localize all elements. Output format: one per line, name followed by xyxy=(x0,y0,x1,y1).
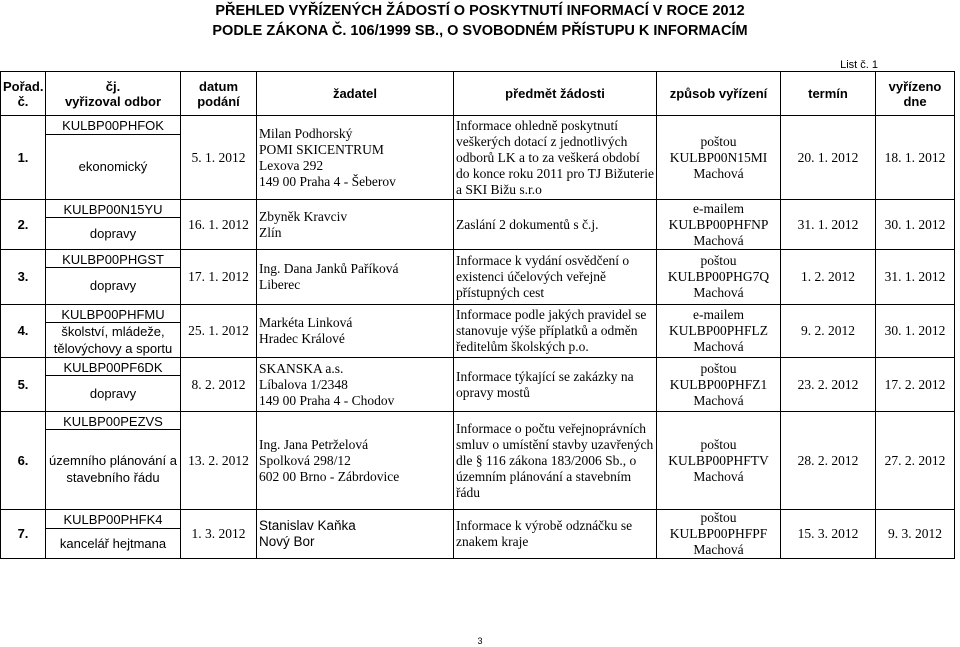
zadatel-line: Lexova 292 xyxy=(259,157,324,173)
request-subject: Informace týkající se zakázky na opravy mostů xyxy=(454,358,657,412)
zpusob-line: Machová xyxy=(693,285,744,300)
cj-odbor-cell xyxy=(46,358,181,412)
zadatel-line: SKANSKA a.s. xyxy=(259,360,344,376)
table-row xyxy=(1,412,955,510)
zpusob-line: KULBP00PHFPF xyxy=(669,526,768,541)
zpusob-line: Machová xyxy=(693,392,744,408)
zpusob-line: KULBP00PHG7Q xyxy=(667,269,770,284)
zadatel-line: 602 00 Brno - Zábrdovice xyxy=(259,468,400,484)
request-subject: Informace o počtu veřejnoprávních smluv o umístění stavby uzavřených dle § 116 zákona 183/2006 Sb., o územním plánování a stavebním řádu xyxy=(454,412,657,510)
cj-code: KULBP00PEZVS xyxy=(46,413,180,430)
request-subject: Informace k vydání osvědčení o existenci účelových veřejně přístupných cest xyxy=(454,250,657,305)
row-number: 1. xyxy=(1,116,46,200)
zpusob-line: Machová xyxy=(693,165,744,181)
zpusob-line: poštou xyxy=(700,253,737,268)
cj-odbor-cell xyxy=(46,250,181,305)
handling-method xyxy=(657,305,781,358)
zpusob-line: poštou xyxy=(700,510,737,525)
applicant xyxy=(257,250,454,305)
applicant xyxy=(257,510,454,559)
department: dopravy xyxy=(89,225,137,241)
deadline: 9. 2. 2012 xyxy=(781,305,876,358)
zadatel-line: Nový Bor xyxy=(259,534,315,549)
resolved-date: 30. 1. 2012 xyxy=(876,305,955,358)
row-number: 2. xyxy=(1,200,46,250)
zadatel-line: POMI SKICENTRUM xyxy=(259,141,384,157)
table-row xyxy=(1,116,955,200)
cj-code: KULBP00PF6DK xyxy=(46,359,180,376)
header-zadatel: žadatel xyxy=(257,72,454,116)
handling-method xyxy=(657,116,781,200)
zpusob-line: Machová xyxy=(693,232,744,248)
zpusob-line: e-mailem xyxy=(693,200,744,216)
deadline: 28. 2. 2012 xyxy=(781,412,876,510)
zadatel-line: Ing. Dana Janků Paříková xyxy=(259,261,399,276)
zpusob-line: KULBP00PHFZ1 xyxy=(669,376,768,392)
deadline: 15. 3. 2012 xyxy=(781,510,876,559)
cj-code: KULBP00N15YU xyxy=(46,201,180,218)
zpusob-line: KULBP00N15MI xyxy=(669,149,768,165)
zadatel-line: Milan Podhorský xyxy=(259,125,353,141)
submission-date: 5. 1. 2012 xyxy=(181,116,257,200)
zadatel-line: Stanislav Kaňka xyxy=(259,518,356,533)
resolved-date: 18. 1. 2012 xyxy=(876,116,955,200)
header-cj-odbor xyxy=(46,72,181,116)
zpusob-line: e-mailem xyxy=(693,307,744,322)
header-vyrizeno: vyřízeno dne xyxy=(876,72,955,116)
zadatel-line: Zbyněk Kravciv xyxy=(259,208,348,224)
department: územního plánování a stavebního řádu xyxy=(49,453,177,485)
deadline: 20. 1. 2012 xyxy=(781,116,876,200)
cj-odbor-cell xyxy=(46,305,181,358)
zpusob-line: poštou xyxy=(700,436,737,452)
cj-odbor-cell xyxy=(46,412,181,510)
zpusob-line: Machová xyxy=(693,468,744,484)
row-number: 7. xyxy=(1,510,46,559)
applicant xyxy=(257,200,454,250)
request-subject: Informace podle jakých pravidel se stanovuje výše příplatků a odměn ředitelům školských p.o. xyxy=(454,305,657,358)
zadatel-line: 149 00 Praha 4 - Chodov xyxy=(259,392,395,408)
header-cj: čj. xyxy=(105,78,121,94)
handling-method xyxy=(657,358,781,412)
cj-code: KULBP00PHFK4 xyxy=(46,511,180,529)
submission-date: 8. 2. 2012 xyxy=(181,358,257,412)
department: školství, mládeže, tělovýchovy a sportu xyxy=(53,323,173,356)
submission-date: 16. 1. 2012 xyxy=(181,200,257,250)
submission-date: 1. 3. 2012 xyxy=(181,510,257,559)
submission-date: 25. 1. 2012 xyxy=(181,305,257,358)
deadline: 31. 1. 2012 xyxy=(781,200,876,250)
zpusob-line: Machová xyxy=(693,542,744,557)
zpusob-line: KULBP00PHFLZ xyxy=(668,323,768,338)
header-zpusob: způsob vyřízení xyxy=(657,72,781,116)
sheet-number: List č. 1 xyxy=(840,59,878,71)
document-title-line2: PODLE ZÁKONA Č. 106/1999 SB., O SVOBODNÉM PŘÍSTUPU K INFORMACÍM xyxy=(212,23,748,39)
resolved-date: 30. 1. 2012 xyxy=(876,200,955,250)
cj-code: KULBP00PHGST xyxy=(46,251,180,268)
zadatel-line: Líbalova 1/2348 xyxy=(259,376,348,392)
row-number: 4. xyxy=(1,305,46,358)
department: ekonomický xyxy=(78,159,148,174)
table-row xyxy=(1,200,955,250)
row-number: 5. xyxy=(1,358,46,412)
cj-code: KULBP00PHFMU xyxy=(46,306,180,323)
zadatel-line: Liberec xyxy=(259,277,301,292)
table-row xyxy=(1,510,955,559)
zpusob-line: poštou xyxy=(700,133,737,149)
zadatel-line: 149 00 Praha 4 - Šeberov xyxy=(259,173,396,189)
applicant xyxy=(257,305,454,358)
requests-table xyxy=(0,71,955,559)
zadatel-line: Zlín xyxy=(259,224,282,240)
applicant xyxy=(257,116,454,200)
handling-method xyxy=(657,510,781,559)
resolved-date: 17. 2. 2012 xyxy=(876,358,955,412)
table-row xyxy=(1,305,955,358)
applicant xyxy=(257,412,454,510)
zadatel-line: Markéta Linková xyxy=(259,315,353,330)
zpusob-line: Machová xyxy=(693,339,744,354)
resolved-date: 31. 1. 2012 xyxy=(876,250,955,305)
submission-date: 13. 2. 2012 xyxy=(181,412,257,510)
department: kancelář hejtmana xyxy=(59,535,167,551)
department: dopravy xyxy=(89,385,137,401)
resolved-date: 9. 3. 2012 xyxy=(876,510,955,559)
submission-date: 17. 1. 2012 xyxy=(181,250,257,305)
request-subject: Informace k výrobě odznáčku se znakem kraje xyxy=(454,510,657,559)
request-subject: Zaslání 2 dokumentů s č.j. xyxy=(454,200,657,250)
header-odbor: vyřizoval odbor xyxy=(64,93,162,109)
request-subject: Informace ohledně poskytnutí veškerých dotací z jednotlivých odborů LK a to za veškerá období do konce roku 2011 pro TJ Bižuterie a SKI Bižu s.r.o xyxy=(454,116,657,200)
table-row xyxy=(1,358,955,412)
department: dopravy xyxy=(89,278,137,293)
header-predmet: předmět žádosti xyxy=(454,72,657,116)
handling-method xyxy=(657,250,781,305)
zadatel-line: Spolková 298/12 xyxy=(259,452,351,468)
table-header-row xyxy=(1,72,955,116)
resolved-date: 27. 2. 2012 xyxy=(876,412,955,510)
deadline: 1. 2. 2012 xyxy=(781,250,876,305)
row-number: 6. xyxy=(1,412,46,510)
cj-odbor-cell xyxy=(46,510,181,559)
zadatel-line: Ing. Jana Petrželová xyxy=(259,436,369,452)
header-poradi: Pořad. č. xyxy=(1,72,46,116)
row-number: 3. xyxy=(1,250,46,305)
table-row xyxy=(1,250,955,305)
cj-odbor-cell xyxy=(46,116,181,200)
handling-method xyxy=(657,200,781,250)
zpusob-line: KULBP00PHFNP xyxy=(668,216,769,232)
cj-code: KULBP00PHFOK xyxy=(46,117,180,135)
zadatel-line: Hradec Králové xyxy=(259,331,345,346)
zpusob-line: KULBP00PHFTV xyxy=(668,452,769,468)
page-number: 3 xyxy=(477,636,483,646)
header-datum: datum podání xyxy=(181,72,257,116)
table-body xyxy=(1,116,955,559)
deadline: 23. 2. 2012 xyxy=(781,358,876,412)
applicant xyxy=(257,358,454,412)
document-title-line1: PŘEHLED VYŘÍZENÝCH ŽÁDOSTÍ O POSKYTNUTÍ INFORMACÍ V ROCE 2012 xyxy=(215,3,745,19)
header-termin: termín xyxy=(781,72,876,116)
cj-odbor-cell xyxy=(46,200,181,250)
zpusob-line: poštou xyxy=(700,360,737,376)
handling-method xyxy=(657,412,781,510)
